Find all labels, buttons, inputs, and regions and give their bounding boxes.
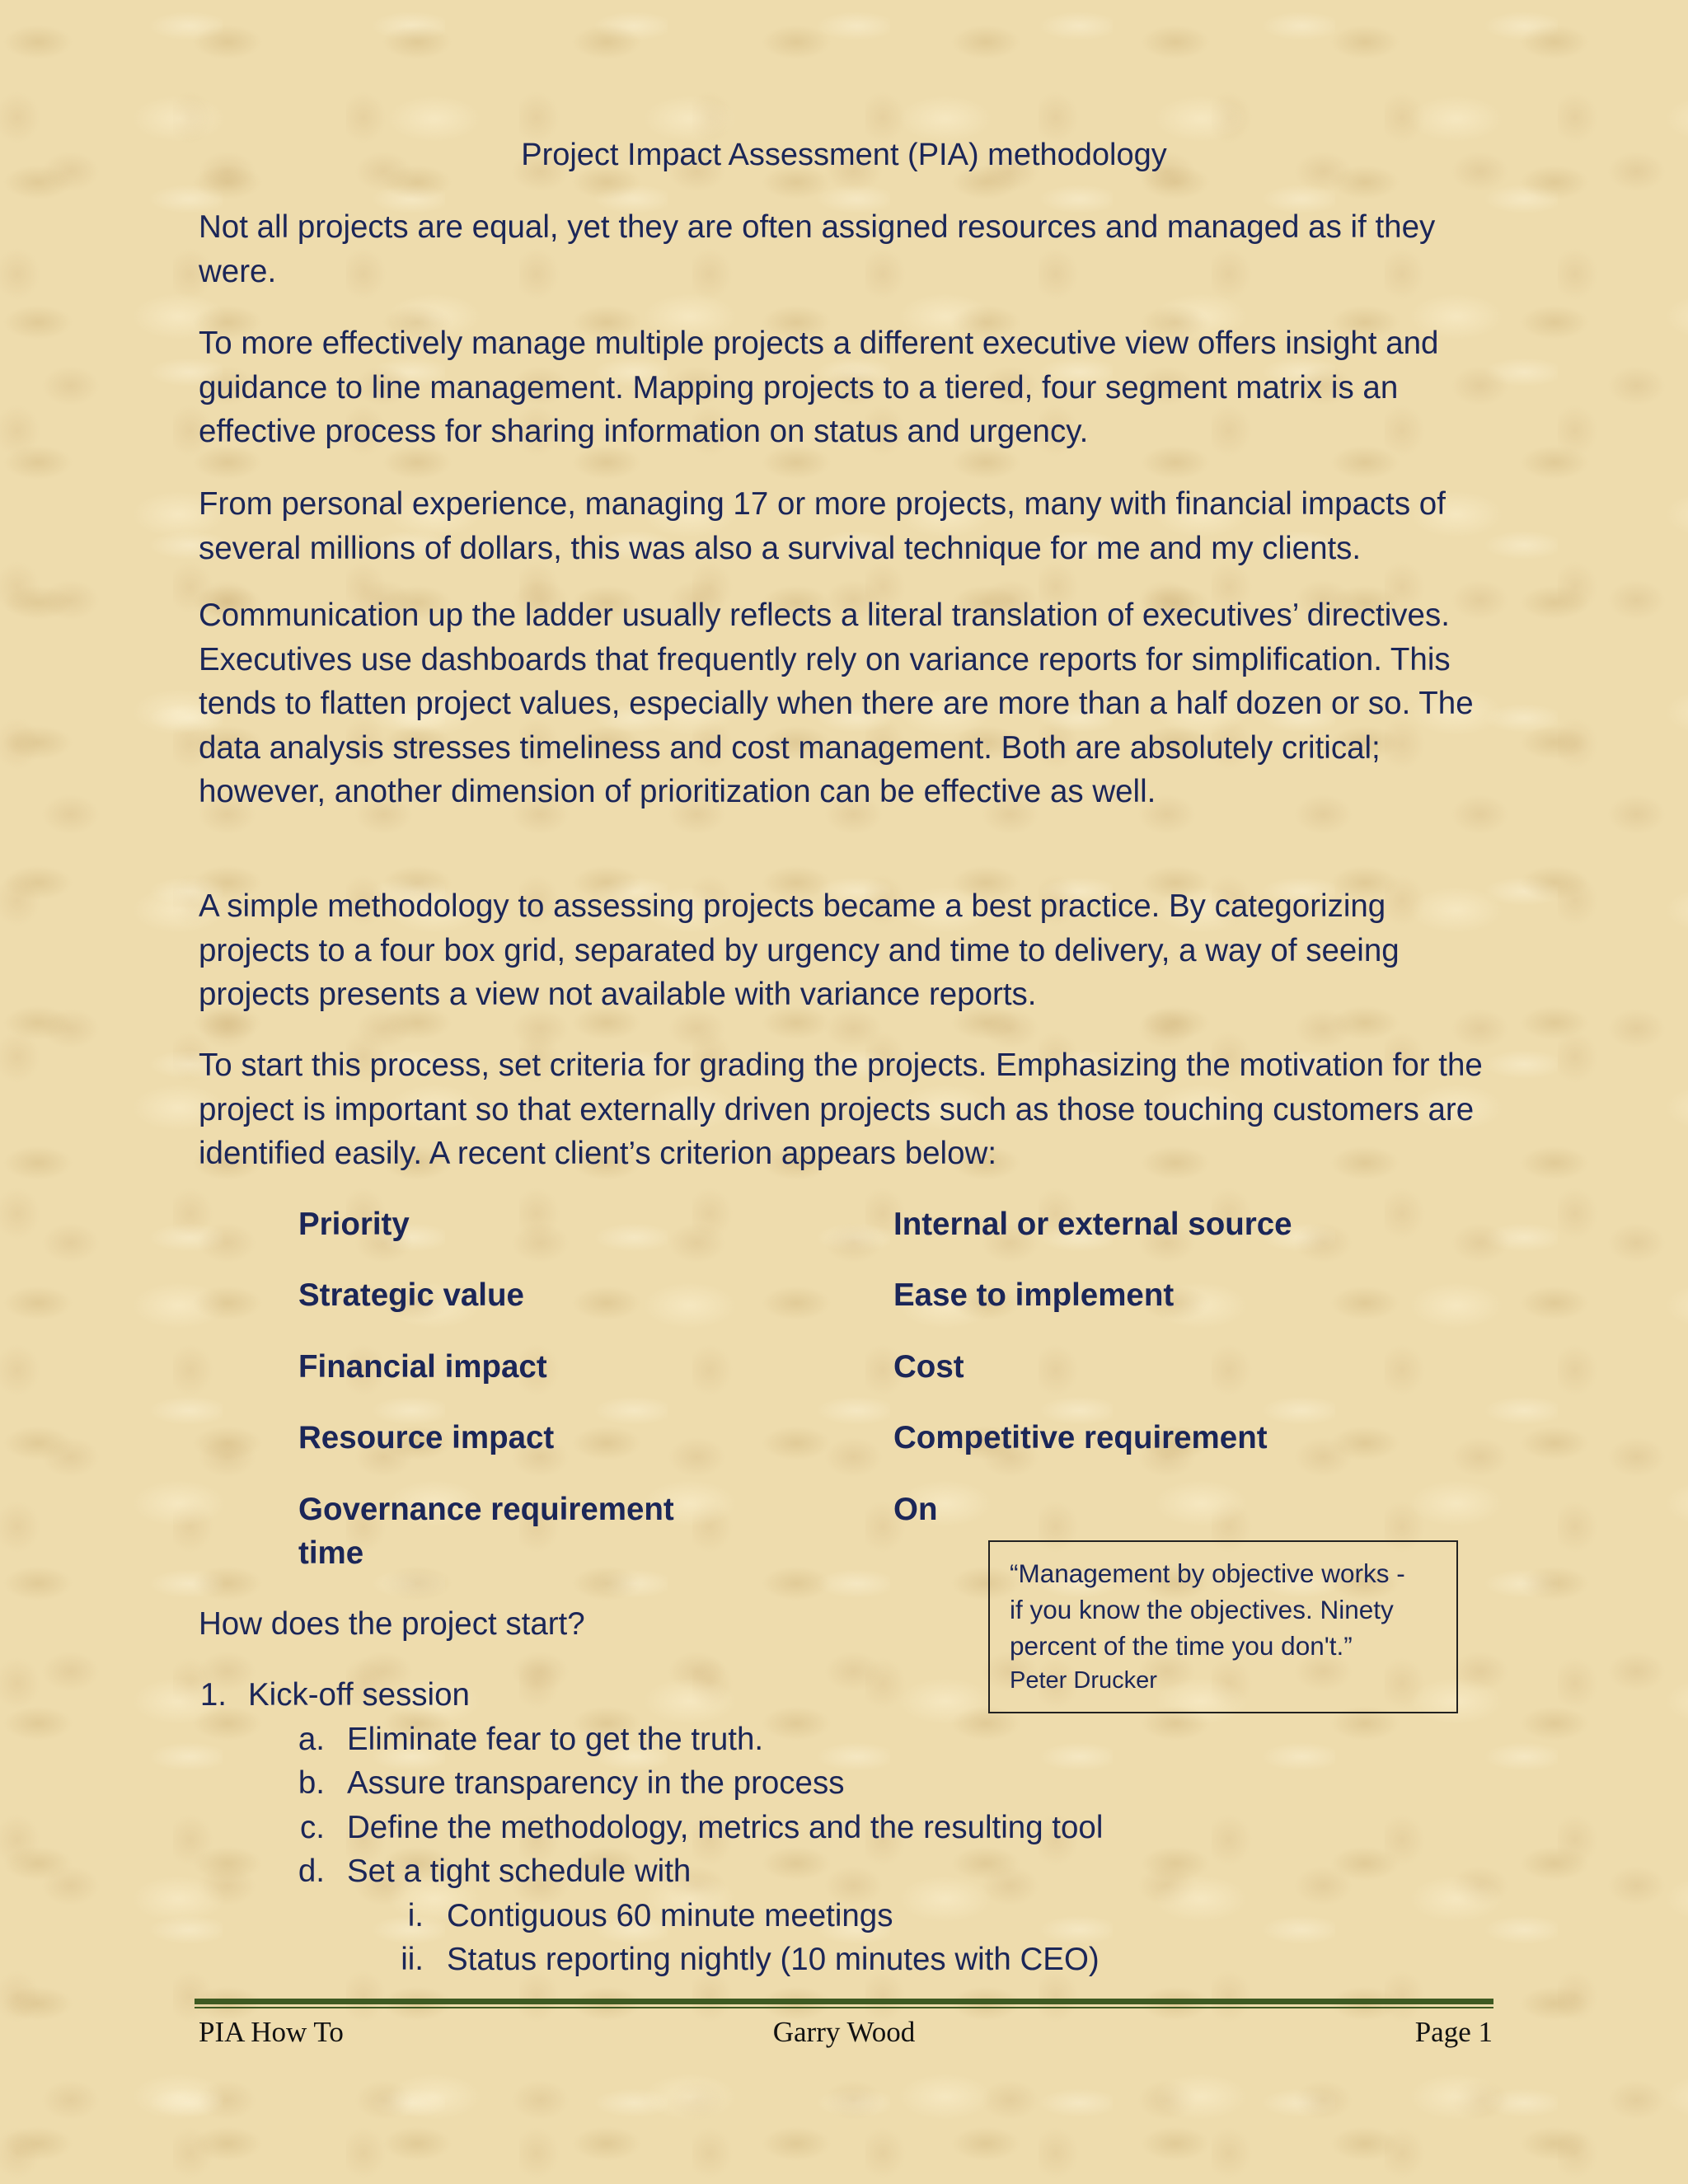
list-text: Status reporting nightly (10 minutes with CEO) [447, 1942, 1100, 1977]
list-letter: c. [300, 1810, 325, 1845]
list-letter: d. [298, 1854, 325, 1889]
criterion-competitive: Competitive requirement [893, 1420, 1268, 1455]
criterion-time: time [298, 1535, 364, 1571]
list-text: Eliminate fear to get the truth. [347, 1722, 764, 1757]
criterion-ease: Ease to implement [893, 1277, 1175, 1313]
quote-line: if you know the objectives. Ninety [1010, 1595, 1394, 1624]
criterion-on: On [893, 1492, 938, 1527]
executive-view-paragraph: To more effectively manage multiple projects a different executive view offers insight and guidance to line management. Mapping projects to a tiered, four segment matrix is an effective process for sharing information on status and urgency. [199, 326, 1439, 449]
list-text: Kick-off session [248, 1677, 470, 1713]
list-letter: a. [298, 1722, 325, 1757]
criterion-cost: Cost [893, 1349, 964, 1385]
criteria-intro-paragraph: To start this process, set criteria for grading the projects. Emphasizing the motivation for the project is important so that externally driven projects such as those touching customers are identified easily. A recent client’s criterion appears below: [199, 1047, 1483, 1171]
quote-line: “Management by objective works - [1010, 1558, 1405, 1588]
list-text: Define the methodology, metrics and the resulting tool [347, 1810, 1104, 1845]
list-number: 1. [199, 1677, 227, 1713]
list-letter: b. [298, 1765, 325, 1801]
project-start-question: How does the project start? [199, 1606, 585, 1642]
footer-divider [195, 1999, 1493, 2008]
list-roman: ii. [401, 1942, 424, 1977]
criterion-resource-impact: Resource impact [298, 1420, 555, 1455]
page-title: Project Impact Assessment (PIA) methodology [521, 138, 1167, 172]
footer-author: Garry Wood [772, 2016, 916, 2048]
criterion-financial-impact: Financial impact [298, 1349, 547, 1385]
footer-page-number: Page 1 [1414, 2016, 1493, 2048]
methodology-paragraph: A simple methodology to assessing projects became a best practice. By categorizing projects to a four box grid, separated by urgency and time to delivery, a way of seeing projects presents a view not available with variance reports. [199, 888, 1400, 1012]
list-text: Contiguous 60 minute meetings [447, 1898, 893, 1933]
criterion-source: Internal or external source [893, 1207, 1292, 1242]
list-text: Assure transparency in the process [347, 1765, 845, 1801]
list-text: Set a tight schedule with [347, 1854, 692, 1889]
quote-line: percent of the time you don't.” [1010, 1631, 1353, 1661]
communication-paragraph: Communication up the ladder usually reflects a literal translation of executives’ directives. Executives use dashboards that frequently rely on variance reports for simplification. This tends to flatten project values, especially when there are more than a half dozen or so. The data analysis stresses timeliness and cost management. Both are absolutely critical; however, another dimension of prioritization can be effective as well. [199, 598, 1474, 809]
list-roman: i. [407, 1898, 424, 1933]
criterion-priority: Priority [298, 1207, 410, 1242]
intro-paragraph: Not all projects are equal, yet they are often assigned resources and managed as if they were. [199, 209, 1436, 289]
criterion-strategic-value: Strategic value [298, 1277, 524, 1313]
experience-paragraph: From personal experience, managing 17 or more projects, many with financial impacts of several millions of dollars, this was also a survival technique for me and my clients. [199, 486, 1446, 566]
footer-doc-title: PIA How To [199, 2016, 344, 2048]
criterion-governance-requirement: Governance requirement [298, 1492, 674, 1527]
quote-author: Peter Drucker [1010, 1667, 1157, 1694]
quote-box [988, 1540, 1458, 1713]
